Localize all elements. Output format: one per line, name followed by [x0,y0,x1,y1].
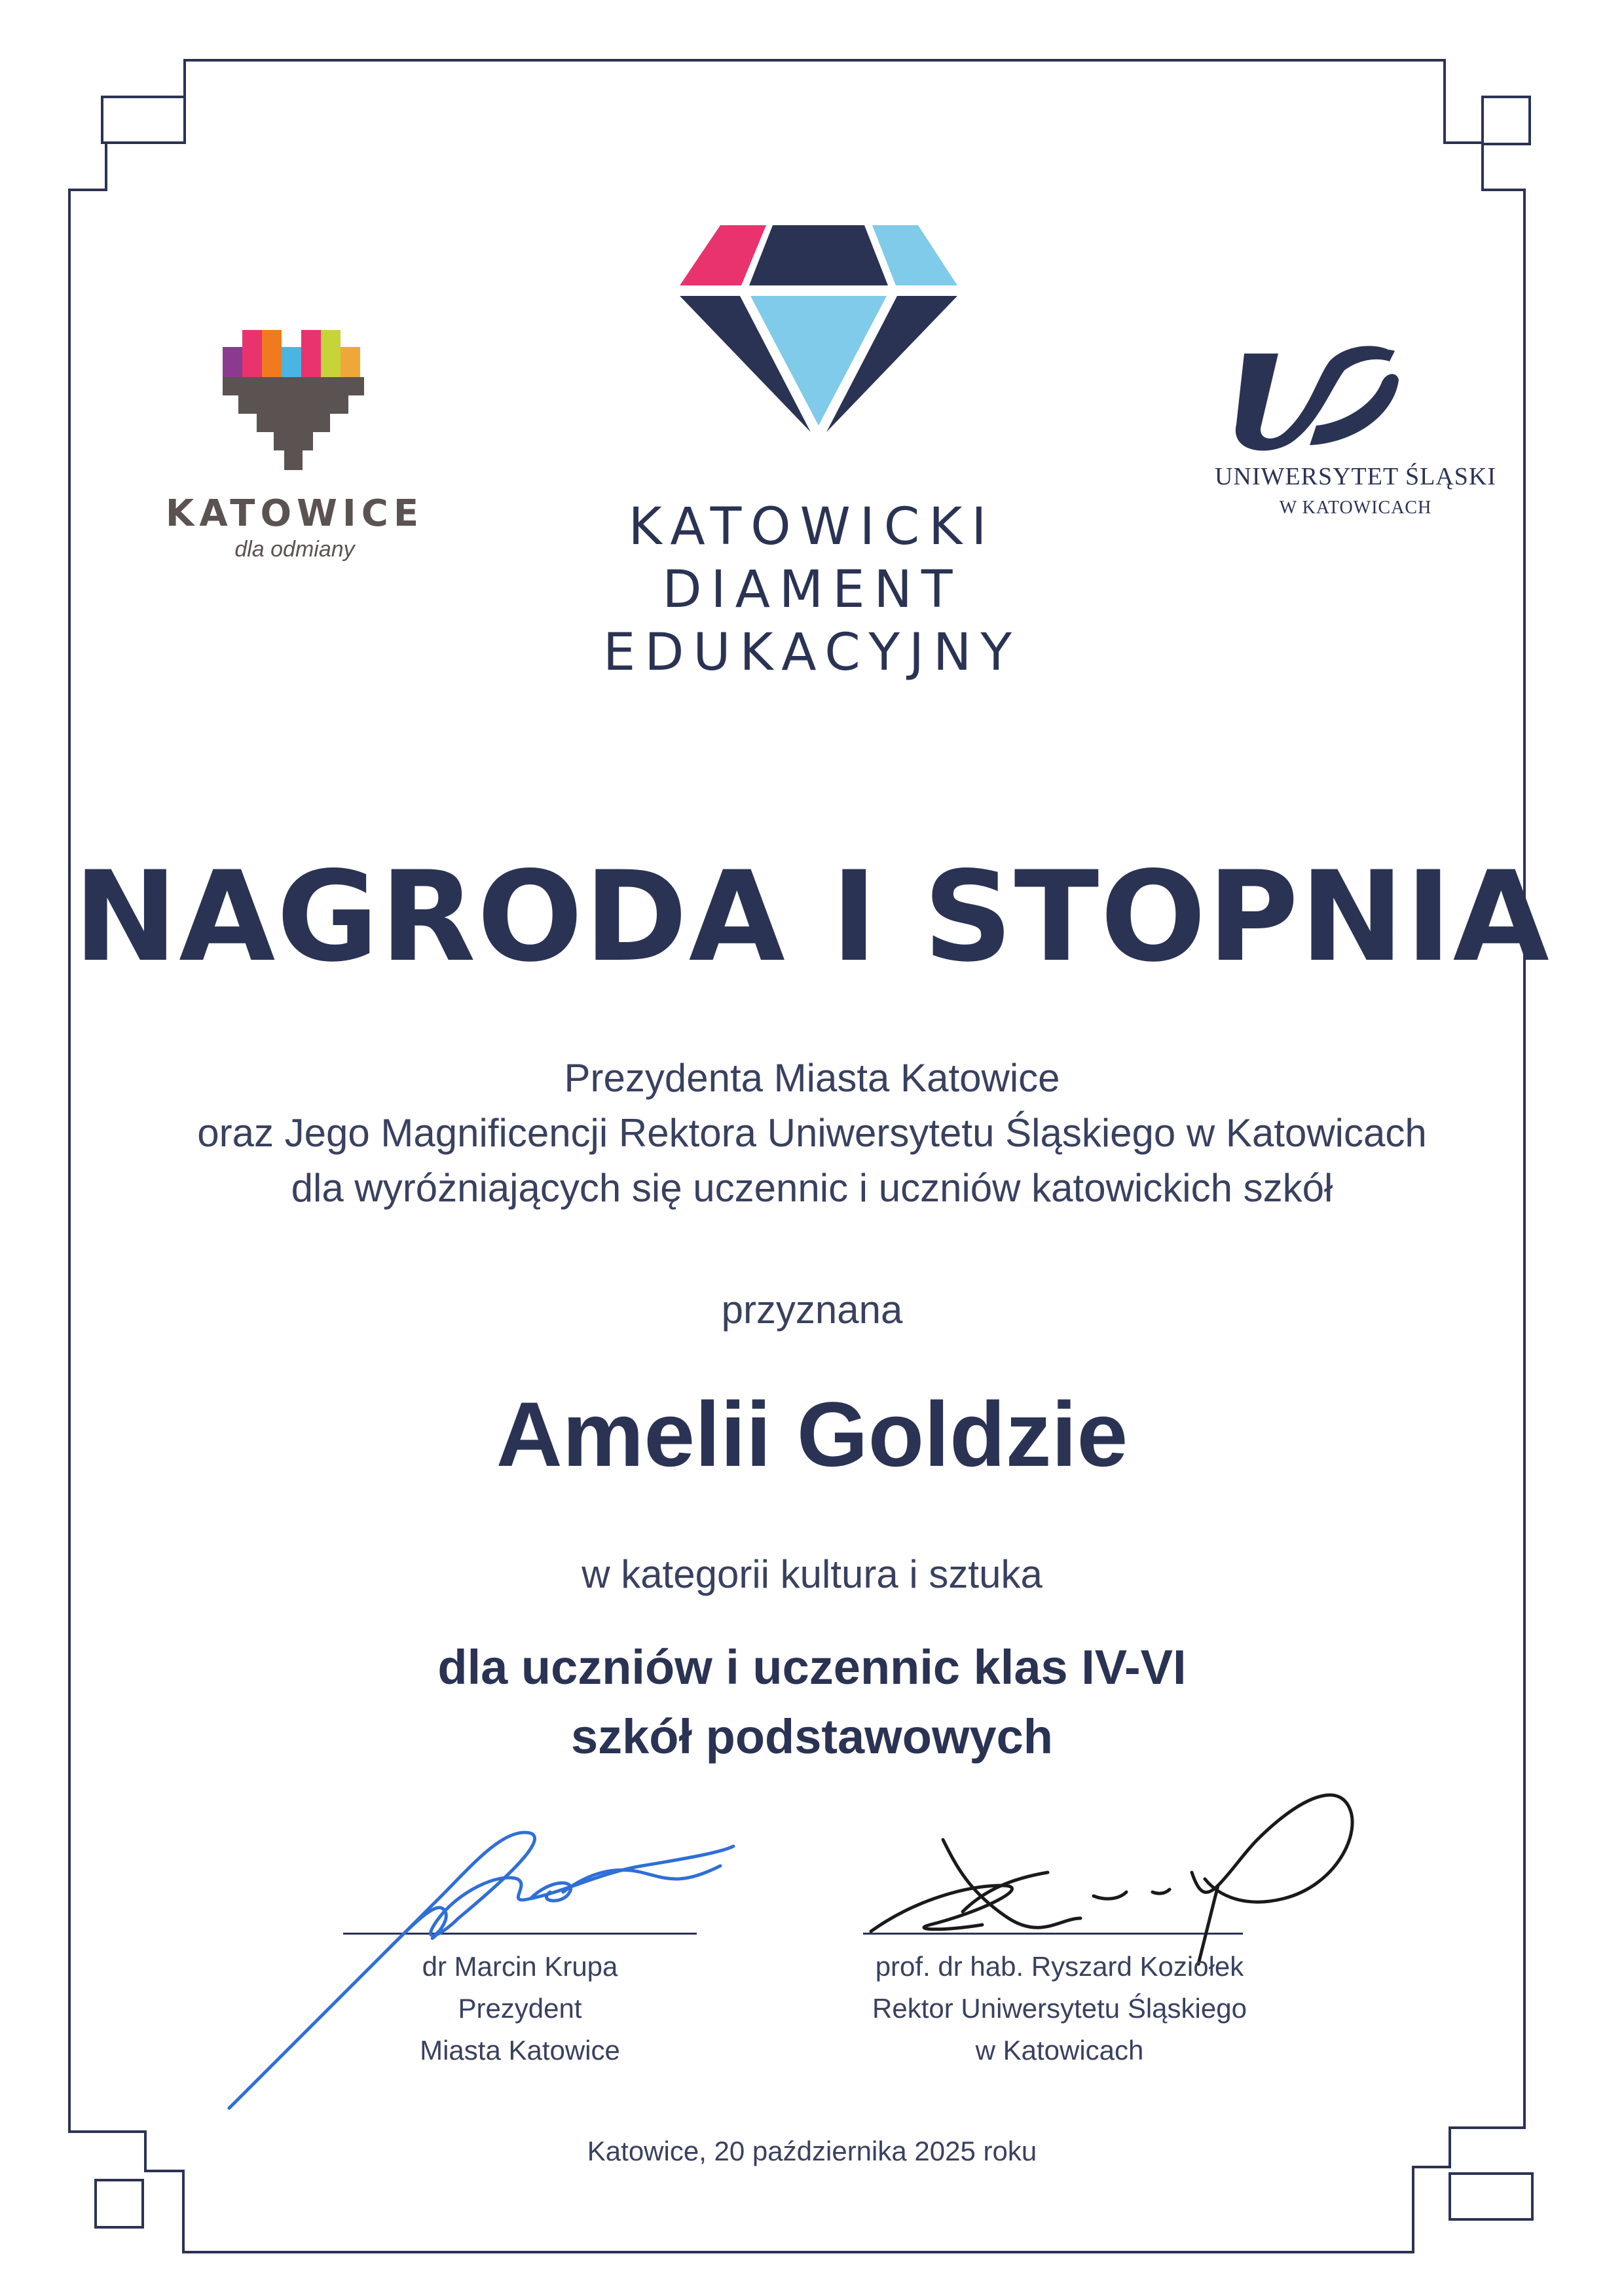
university-city: W KATOWICACH [1279,498,1432,518]
group-line-2: szkół podstawowych [570,1709,1054,1764]
granted-text: przyznana [721,1288,903,1332]
award-line-3: dla wyróżniających się uczennic i uczniów katowickich szkół [291,1166,1333,1210]
category-text: w kategorii kultura i sztuka [581,1552,1043,1596]
katowice-logo-text: KATOWICE [165,492,424,535]
program-name-line1: KATOWICKI [628,498,996,556]
university-name: UNIWERSYTET ŚLĄSKI [1214,463,1496,490]
program-name-line3: EDUKACYJNY [603,623,1021,682]
award-line-2: oraz Jego Magnificencji Rektora Uniwersytetu Śląskiego w Katowicach [197,1111,1427,1155]
diamond-icon [668,210,969,458]
signer-left-role2: Miasta Katowice [420,2035,620,2066]
recipient-name: Amelii Goldzie [496,1383,1128,1485]
program-name-line2: DIAMENT [662,560,962,619]
signer-left-name: dr Marcin Krupa [422,1951,618,1982]
signer-right-role2: w Katowicach [975,2035,1144,2066]
signer-right-name: prof. dr hab. Ryszard Koziołek [875,1951,1244,1982]
award-line-1: Prezydenta Miasta Katowice [564,1056,1060,1100]
group-line-1: dla uczniów i uczennic klas IV-VI [437,1640,1187,1694]
award-title: NAGRODA I STOPNIA [73,845,1551,989]
issue-date: Katowice, 20 października 2025 roku [587,2136,1037,2166]
katowice-logo-tagline: dla odmiany [234,537,355,562]
signer-right-role1: Rektor Uniwersytetu Śląskiego [872,1993,1247,2024]
signer-left-role1: Prezydent [458,1993,582,2024]
university-logo-icon [1218,327,1401,458]
